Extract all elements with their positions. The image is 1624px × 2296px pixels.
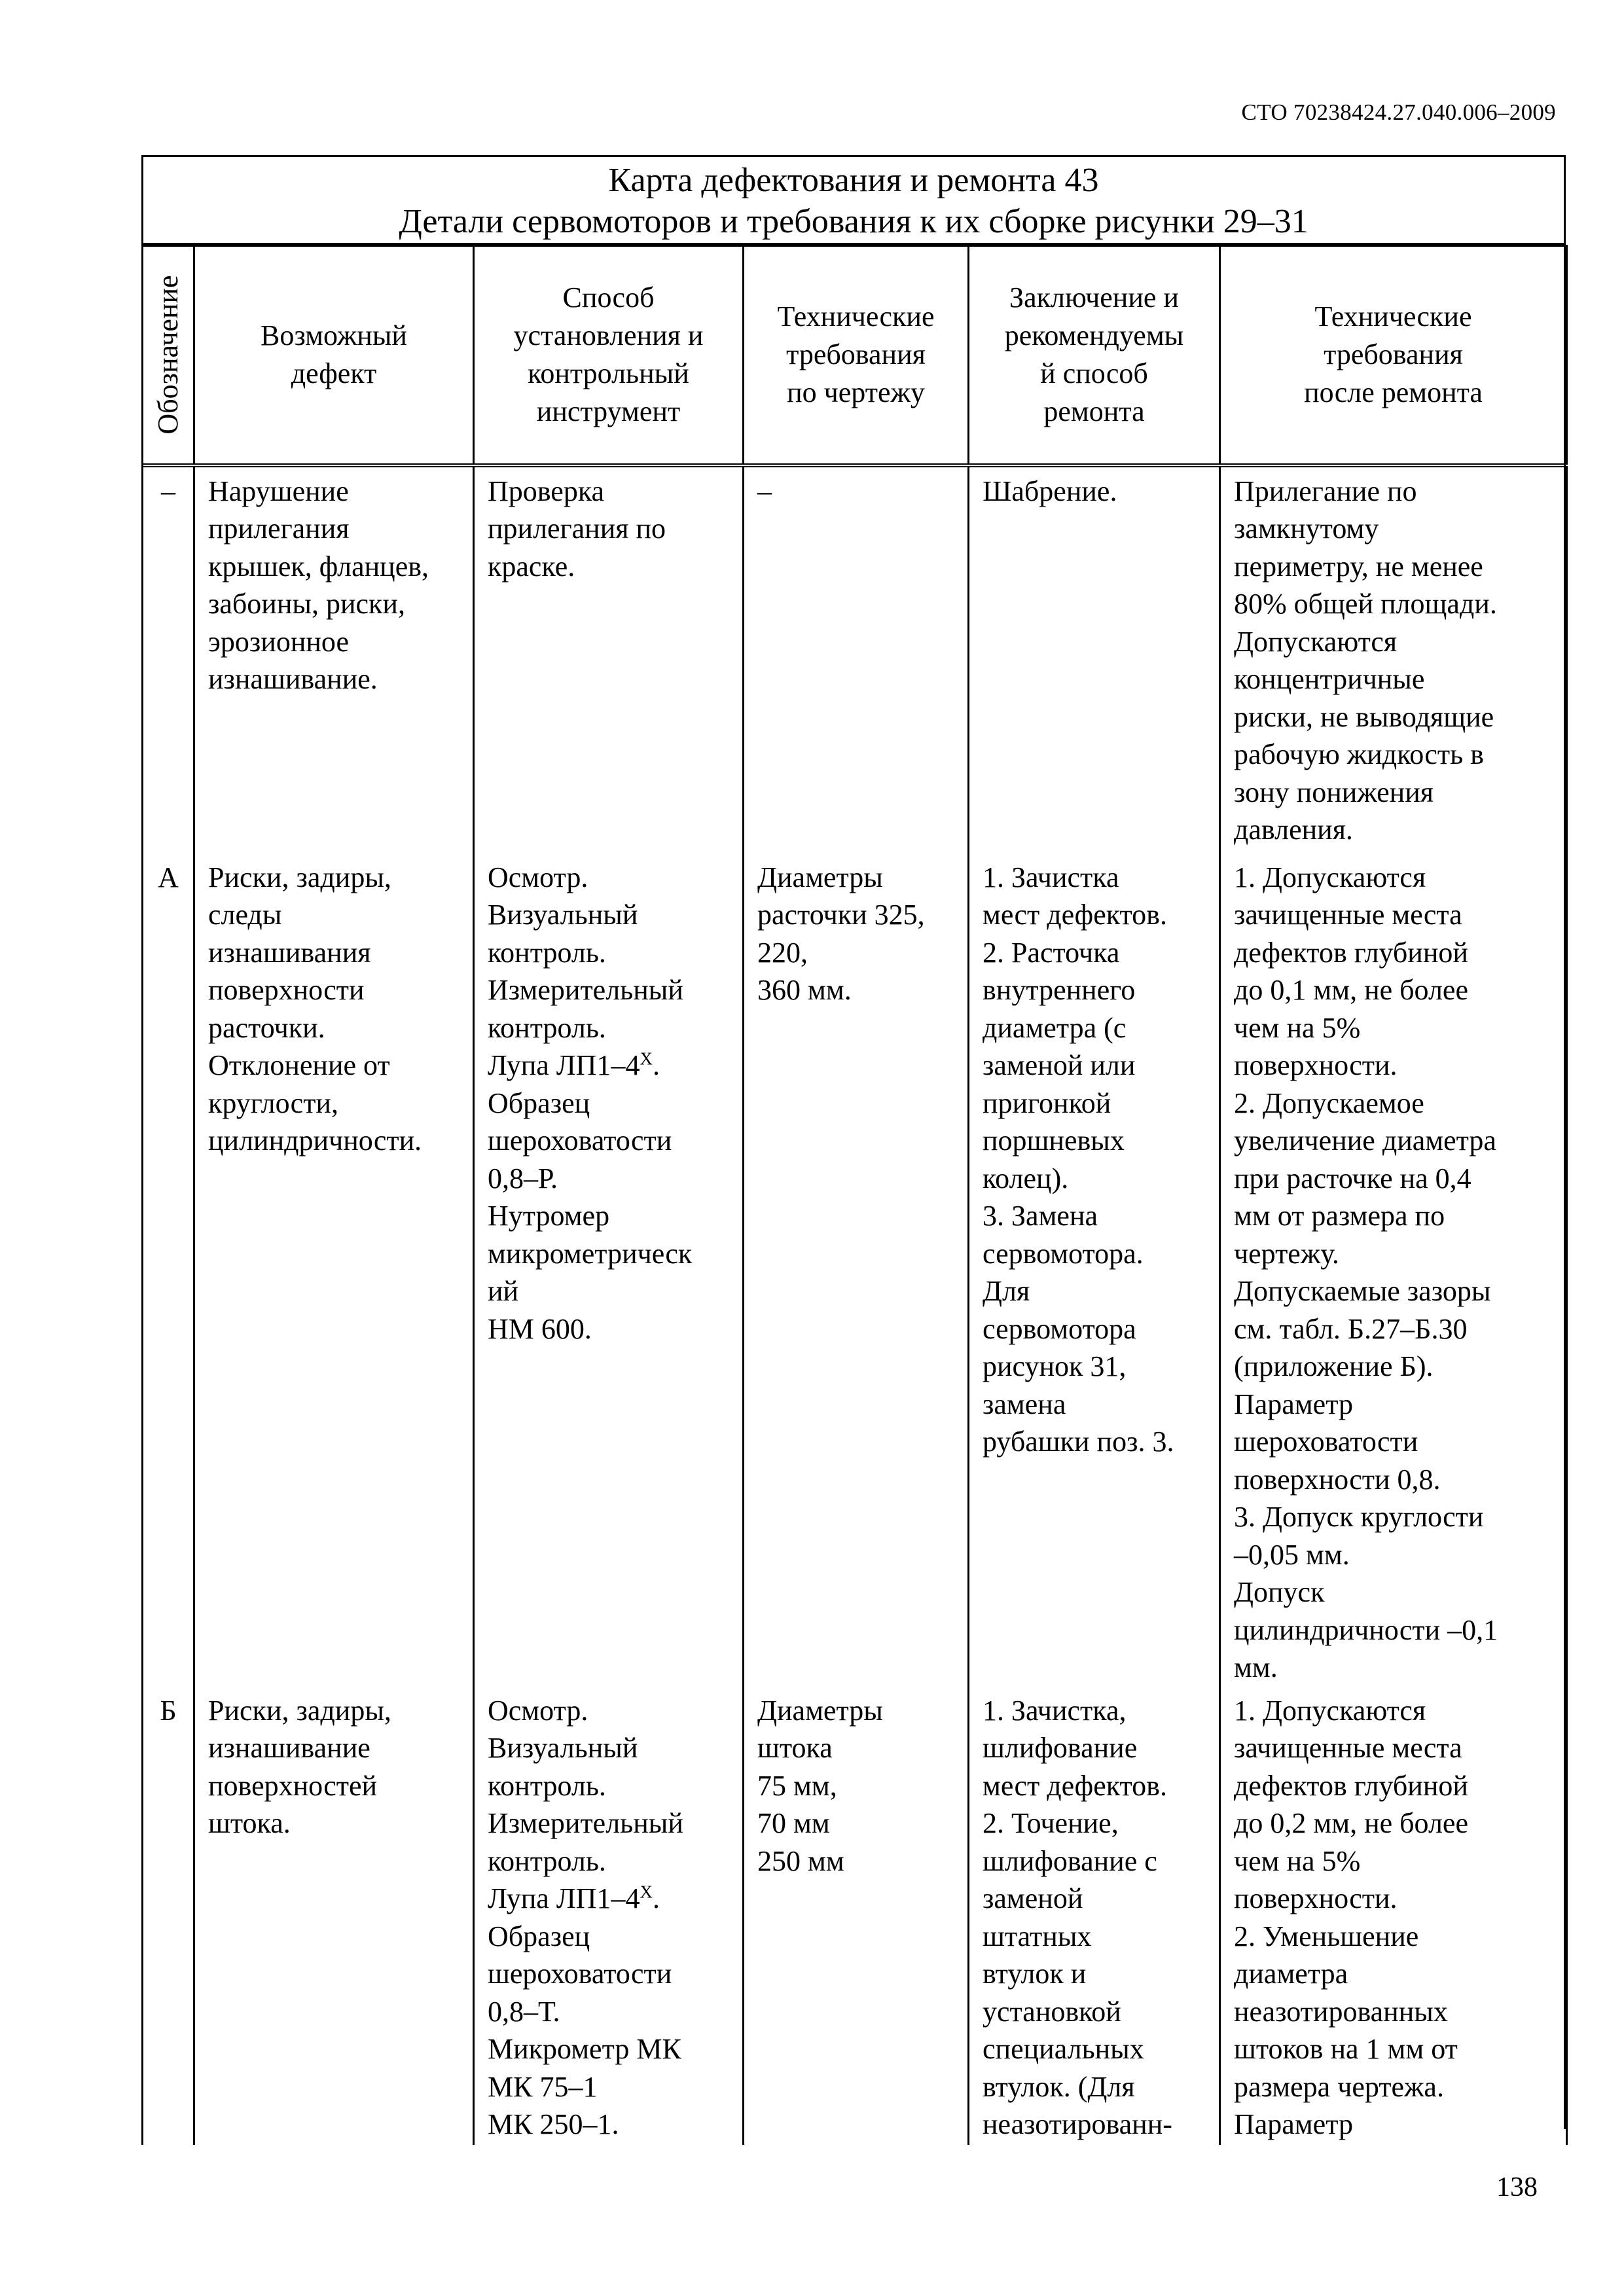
text-line: пригонкой xyxy=(983,1086,1111,1119)
text-line: поршневых xyxy=(983,1124,1125,1157)
text-line: Измерительный xyxy=(488,1807,683,1839)
text-line: Нарушение xyxy=(208,475,349,507)
text-line: контроль. xyxy=(488,1769,606,1802)
text-line: забоины, риски, xyxy=(208,588,405,620)
text-line: сервомотора xyxy=(983,1312,1136,1345)
text-line: зачищенные места xyxy=(1234,1732,1462,1764)
text-line: Нутромер xyxy=(488,1200,610,1232)
text-line: 70 мм xyxy=(757,1807,830,1839)
text-line: краске. xyxy=(488,550,575,583)
text-line: дефектов глубиной xyxy=(1234,936,1468,969)
text-line: втулок и xyxy=(983,1958,1087,1990)
text-line: Допускаемые зазоры xyxy=(1234,1275,1491,1307)
text-line: микрометрическ xyxy=(488,1237,693,1270)
text-line: давления. xyxy=(1234,814,1353,846)
text-line: поверхности xyxy=(208,974,365,1006)
cell-defect xyxy=(194,853,474,1687)
text-line: Допускаются xyxy=(1234,625,1398,658)
text-line: 0,8–Т. xyxy=(488,1995,560,2028)
text-line: требования xyxy=(1324,338,1463,371)
text-line: после ремонта xyxy=(1304,376,1483,409)
text-line: мест дефектов. xyxy=(983,1769,1167,1802)
text-line: Осмотр. xyxy=(488,861,588,893)
header-method xyxy=(474,246,744,465)
text-line: инструмент xyxy=(536,395,681,428)
text-line: 3. Замена xyxy=(983,1200,1098,1232)
text-line: прилегания xyxy=(208,512,350,545)
text-line: мм. xyxy=(1234,1651,1278,1683)
method-lines-rest xyxy=(488,1085,733,1348)
text-line: требования xyxy=(786,338,926,371)
text-line: – xyxy=(757,475,772,507)
defect-card xyxy=(141,155,1566,2140)
text-line: диаметра (с xyxy=(983,1011,1127,1044)
magnifier-line xyxy=(488,1880,733,1918)
text-line: мм от размера по xyxy=(1234,1200,1445,1232)
text-line: штока xyxy=(757,1732,833,1764)
cell-method xyxy=(474,465,744,853)
text-line: Параметр xyxy=(1234,1388,1353,1420)
text-line: Диаметры xyxy=(757,861,883,893)
text-line: шероховатости xyxy=(1234,1426,1418,1458)
text-line: НМ 600. xyxy=(488,1312,592,1345)
text-line: неазотированн- xyxy=(983,2108,1172,2140)
text-line: 2. Расточка xyxy=(983,936,1120,969)
text-line: увеличение диаметра xyxy=(1234,1124,1496,1157)
text-line: расточки. xyxy=(208,1011,325,1044)
text-line: Проверка xyxy=(488,475,605,507)
text-line: рекомендуемы xyxy=(1004,319,1184,352)
text-line: Измерительный xyxy=(488,974,683,1006)
header-designation-text: Обозначение xyxy=(152,275,184,435)
text-line: внутреннего xyxy=(983,974,1136,1006)
card-title-line-2: Детали сервомоторов и требования к их сборке рисунки 29–31 xyxy=(399,203,1308,240)
text-line: контроль. xyxy=(488,1844,606,1877)
text-line: изнашивание. xyxy=(208,663,378,695)
magnifier-line xyxy=(488,1047,733,1085)
text-line: контрольный xyxy=(528,357,689,390)
page-number: 138 xyxy=(1496,2172,1538,2202)
cell-tech-drawing xyxy=(744,1687,969,2145)
cell-defect xyxy=(194,465,474,853)
text-line: по чертежу xyxy=(787,376,925,409)
table-row xyxy=(143,465,1567,853)
text-line: при расточке на 0,4 xyxy=(1234,1162,1471,1194)
text-line: дефект xyxy=(291,357,377,390)
text-line: 1. Допускаются xyxy=(1234,861,1426,893)
cell-tech-after xyxy=(1220,853,1567,1687)
text-line: Осмотр. xyxy=(488,1694,588,1727)
defects-table xyxy=(141,245,1568,2145)
header-defect xyxy=(194,246,474,465)
row-mark: – xyxy=(143,465,194,853)
header-designation xyxy=(143,246,194,465)
text-line: расточки 325, xyxy=(757,899,925,931)
text-line: поверхности. xyxy=(1234,1049,1398,1081)
method-lines xyxy=(488,859,733,1047)
text-line: –0,05 мм. xyxy=(1234,1538,1350,1571)
text-line: ий xyxy=(488,1275,519,1307)
text-line: Риски, задиры, xyxy=(208,861,391,893)
text-line: поверхности 0,8. xyxy=(1234,1463,1441,1496)
text-line: шероховатости xyxy=(488,1958,672,1990)
text-line: контроль. xyxy=(488,936,606,969)
text-line: 75 мм, xyxy=(757,1769,837,1802)
cell-conclusion xyxy=(969,1687,1220,2145)
text-line: установления и xyxy=(513,319,704,352)
text-line: ремонта xyxy=(1043,395,1145,428)
header-tech-drawing xyxy=(744,246,969,465)
text-line: шлифование с xyxy=(983,1844,1157,1877)
text-line: штатных xyxy=(983,1920,1092,1952)
text-line: Шабрение. xyxy=(983,475,1117,507)
magnifier-superscript: Х xyxy=(640,1049,653,1069)
magnifier-end: . xyxy=(652,1049,660,1081)
text-line: 250 мм xyxy=(757,1844,844,1877)
text-line: Риски, задиры, xyxy=(208,1694,391,1727)
text-line: контроль. xyxy=(488,1011,606,1044)
text-line: МК 250–1. xyxy=(488,2108,619,2140)
text-line: Отклонение от xyxy=(208,1049,390,1081)
card-title-line-1: Карта дефектования и ремонта 43 xyxy=(608,162,1099,199)
text-line: Визуальный xyxy=(488,1732,638,1764)
text-line: шлифование xyxy=(983,1732,1138,1764)
text-line: 1. Зачистка xyxy=(983,861,1119,893)
text-line: следы xyxy=(208,899,282,931)
text-line: чертежу. xyxy=(1234,1237,1339,1270)
text-line: МК 75–1 xyxy=(488,2070,598,2103)
table-row xyxy=(143,1687,1567,2145)
text-line: дефектов глубиной xyxy=(1234,1769,1468,1802)
text-line: до 0,2 мм, не более xyxy=(1234,1807,1468,1839)
cell-defect xyxy=(194,1687,474,2145)
cell-tech-drawing xyxy=(744,853,969,1687)
text-line: втулок. (Для xyxy=(983,2070,1135,2103)
text-line: Технические xyxy=(1314,300,1472,333)
table-row xyxy=(143,853,1567,1687)
text-line: цилиндричности –0,1 xyxy=(1234,1613,1498,1646)
text-line: установкой xyxy=(983,1995,1121,2028)
text-line: 2. Допускаемое xyxy=(1234,1086,1424,1119)
cell-tech-drawing xyxy=(744,465,969,853)
text-line: зону понижения xyxy=(1234,776,1434,808)
text-line: специальных xyxy=(983,2033,1144,2065)
method-lines-rest xyxy=(488,1918,733,2144)
text-line: Возможный xyxy=(261,319,407,352)
cell-method xyxy=(474,1687,744,2145)
text-line: до 0,1 мм, не более xyxy=(1234,974,1468,1006)
header-conclusion xyxy=(969,246,1220,465)
text-line: 3. Допуск круглости xyxy=(1234,1501,1484,1533)
text-line: прилегания по xyxy=(488,512,666,545)
text-line: колец). xyxy=(983,1162,1069,1194)
text-line: зачищенные места xyxy=(1234,899,1462,931)
text-line: Визуальный xyxy=(488,899,638,931)
text-line: концентричные xyxy=(1234,663,1425,695)
header-tech-after xyxy=(1220,246,1567,465)
text-line: чем на 5% xyxy=(1234,1011,1361,1044)
text-line: Заключение и xyxy=(1009,281,1179,314)
text-line: диаметра xyxy=(1234,1958,1348,1990)
text-line: цилиндричности. xyxy=(208,1124,422,1157)
text-line: Для xyxy=(983,1275,1030,1307)
text-line: Диаметры xyxy=(757,1694,883,1727)
magnifier-end: . xyxy=(652,1882,660,1914)
row-mark: А xyxy=(143,853,194,1687)
text-line: 1. Зачистка, xyxy=(983,1694,1127,1727)
text-line: рабочую жидкость в xyxy=(1234,738,1484,770)
text-line: шероховатости xyxy=(488,1124,672,1157)
cell-tech-after xyxy=(1220,1687,1567,2145)
cell-conclusion xyxy=(969,853,1220,1687)
text-line: Допуск xyxy=(1234,1576,1325,1608)
text-line: штока. xyxy=(208,1807,291,1839)
text-line: 2. Уменьшение xyxy=(1234,1920,1419,1952)
text-line: заменой или xyxy=(983,1049,1136,1081)
text-line: изнашивание xyxy=(208,1732,370,1764)
text-line: Параметр xyxy=(1234,2108,1353,2140)
text-line: й способ xyxy=(1040,357,1148,390)
text-line: Микрометр МК xyxy=(488,2033,681,2065)
text-line: замкнутому xyxy=(1234,512,1379,545)
text-line: риски, не выводящие xyxy=(1234,700,1494,733)
text-line: Образец xyxy=(488,1086,590,1119)
document-code: СТО 70238424.27.040.006–2009 xyxy=(1241,99,1556,125)
magnifier-superscript: Х xyxy=(640,1882,653,1902)
text-line: периметру, не менее xyxy=(1234,550,1483,583)
text-line: поверхностей xyxy=(208,1769,378,1802)
text-line: см. табл. Б.27–Б.30 xyxy=(1234,1312,1468,1345)
text-line: Способ xyxy=(562,281,655,314)
text-line: рубашки поз. 3. xyxy=(983,1426,1174,1458)
text-line: чем на 5% xyxy=(1234,1844,1361,1877)
card-title xyxy=(143,157,1564,245)
text-line: штоков на 1 мм от xyxy=(1234,2033,1458,2065)
text-line: крышек, фланцев, xyxy=(208,550,429,583)
text-line: круглости, xyxy=(208,1086,338,1119)
table-header-row xyxy=(143,246,1567,465)
magnifier-text: Лупа ЛП1–4 xyxy=(488,1049,640,1081)
text-line: 2. Точение, xyxy=(983,1807,1119,1839)
text-line: 80% общей площади. xyxy=(1234,588,1497,620)
text-line: рисунок 31, xyxy=(983,1350,1127,1382)
text-line: мест дефектов. xyxy=(983,899,1167,931)
text-line: 220, xyxy=(757,936,808,969)
text-line: 0,8–Р. xyxy=(488,1162,558,1194)
text-line: Прилегание по xyxy=(1234,475,1417,507)
text-line: сервомотора. xyxy=(983,1237,1144,1270)
cell-tech-after xyxy=(1220,465,1567,853)
text-line: эрозионное xyxy=(208,625,349,658)
text-line: Образец xyxy=(488,1920,590,1952)
text-line: изнашивания xyxy=(208,936,371,969)
cell-conclusion xyxy=(969,465,1220,853)
text-line: неазотированных xyxy=(1234,1995,1448,2028)
text-line: 1. Допускаются xyxy=(1234,1694,1426,1727)
text-line: (приложение Б). xyxy=(1234,1350,1434,1382)
cell-method xyxy=(474,853,744,1687)
text-line: Технические xyxy=(777,300,935,333)
text-line: замена xyxy=(983,1388,1066,1420)
text-line: размера чертежа. xyxy=(1234,2070,1444,2103)
magnifier-text: Лупа ЛП1–4 xyxy=(488,1882,640,1914)
method-lines xyxy=(488,1692,733,1880)
text-line: поверхности. xyxy=(1234,1882,1398,1914)
text-line: 360 мм. xyxy=(757,974,852,1006)
row-mark: Б xyxy=(143,1687,194,2145)
text-line: заменой xyxy=(983,1882,1083,1914)
